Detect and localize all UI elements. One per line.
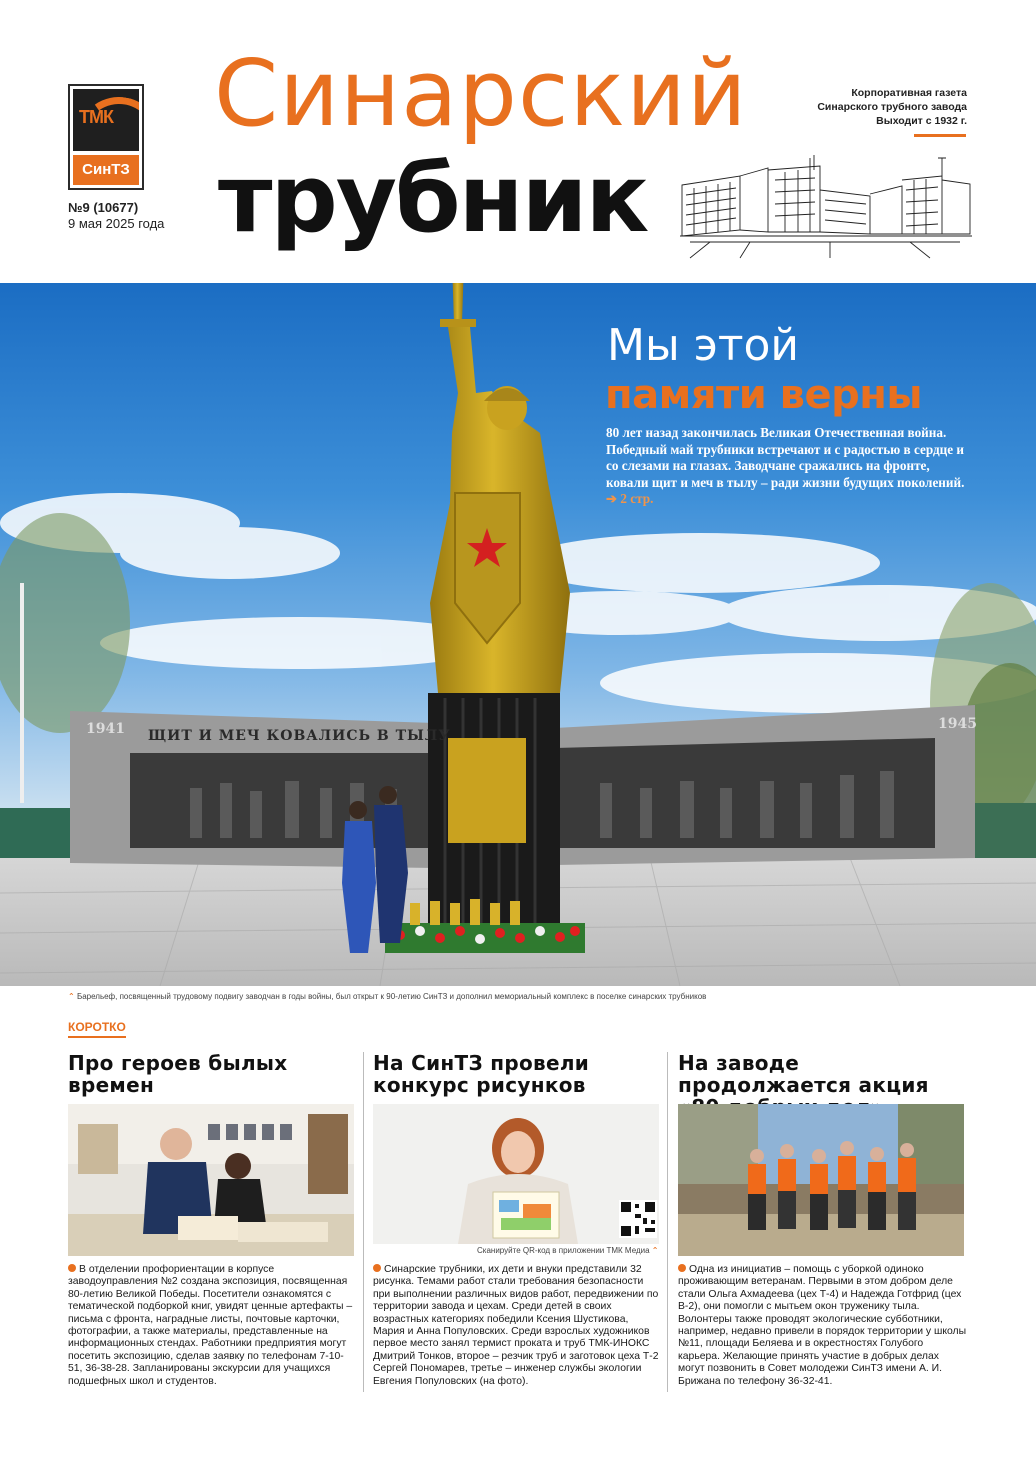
newspaper-title-line2: трубник	[218, 145, 648, 254]
article-photo-volunteers	[678, 1104, 964, 1256]
bullet-icon	[68, 1264, 76, 1272]
corporate-line: Синарского трубного завода	[817, 101, 967, 113]
sintz-logo	[68, 84, 144, 190]
tmk-logo-text: ТМК	[79, 107, 113, 127]
wall-inscription: ЩИТ И МЕЧ КОВАЛИСЬ В ТЫЛУ	[148, 728, 451, 744]
bullet-icon	[373, 1264, 381, 1272]
article-title: На заводе продолжается акция	[678, 1051, 929, 1097]
issue-date: 9 мая 2025 года	[68, 216, 165, 231]
article-text: Синарские трубники, их дети и внуки представили 32 рисунка. Темами работ стали требования безопасности при выполнении различных видов работ, передвижении по территории завода и цехам. Среди детей в своих возрастных категориях победили Ксения Шустикова, Мария и Анна Популовских. Среди взрослых художников первое место занял термист проката и труб ТМК-ИНОКС Дмитрий Тонков, второе – резчик труб и заготовок цеха Т-2 Сергей Пономарев, третье – инженер службы экологии Евгения Популовских (на фото).	[373, 1264, 659, 1387]
hero-headline-line1: Мы этой	[607, 320, 799, 371]
article-title: На СинТЗ провели конкурс рисунков	[373, 1051, 590, 1097]
tmk-emblem	[73, 89, 139, 151]
sintz-logo-text: СинТЗ	[73, 155, 139, 185]
newspaper-title-line1: Синарский	[214, 40, 748, 147]
issue-number: №9 (10677)	[68, 200, 139, 215]
article-photo-exhibition	[68, 1104, 354, 1256]
article-good-deeds	[678, 1051, 970, 1387]
article-text: В отделении профориентации в корпусе заводоуправления №2 создана экспозиция, посвященная 80-летию Великой Победы. Посетители ознакомятся с тематической подборкой книг, увидят ценные артефакты – письма с фронта, наградные листы, почтовые карточки, фотографии, а также материалы, представленные на информационных стендах. Работники предприятия могут посетить экспозицию, сделав заявку по телефонам 7-10-51, 36-38-28. Запланированы экскурсии для учащихся подшефных школ и студентов.	[68, 1264, 353, 1387]
bullet-icon	[678, 1264, 686, 1272]
factory-sketch-illustration	[680, 150, 972, 260]
article-text: Одна из инициатив – помощь с уборкой одиноко проживающим ветеранам. Первыми в этом добром деле стали Ольга Ахмадеева (цех Т-4) и Надежда Готфрид (цех В-2), они помогли с мытьем окон труженику тыла. Волонтеры также проводят экологические субботники, например, недавно привели в порядок территории у школы №11, площади Беляева и в окрестностях Голубого карьера. Желающие принять участие в добрых делах могут позвонить в Совет молодежи СинТЗ имени А. И. Брижана по телефону 36-32-41.	[678, 1264, 967, 1387]
caption-arrow-icon: ⌃	[68, 992, 75, 1001]
article-body	[373, 1264, 663, 1388]
qr-caption-text: Сканируйте QR-код в приложении ТМК Медиа	[477, 1246, 650, 1255]
section-rubric: КОРОТКО	[68, 1020, 126, 1038]
column-divider	[363, 1052, 364, 1392]
page-reference-text: 2 стр.	[620, 491, 654, 506]
caption-arrow-icon: ⌃	[651, 1246, 659, 1255]
article-drawings	[373, 1051, 665, 1387]
hero-lead-text: 80 лет назад закончилась Великая Отечественная война. Победный май трубники встречают и с радостью в сердце и со слезами на глазах. Заводчане сражались на фронте, ковали щит и меч в тылу – ради жизни будущих поколений.	[606, 425, 965, 490]
qr-caption	[477, 1246, 658, 1255]
wall-year-left: 1941	[86, 721, 125, 737]
photo-caption	[68, 992, 968, 1001]
article-heroes	[68, 1051, 360, 1387]
article-body	[68, 1264, 358, 1388]
article-body	[678, 1264, 968, 1388]
page-reference-link[interactable]: ➔ 2 стр.	[606, 491, 654, 506]
hero-lead	[606, 425, 966, 508]
column-divider	[667, 1052, 668, 1392]
corporate-info	[805, 86, 967, 128]
hero-headline-line2: памяти верны	[605, 372, 923, 418]
article-photo-drawing-contest	[373, 1104, 659, 1244]
article-title: Про героев былых времен	[68, 1051, 288, 1097]
corporate-line: Корпоративная газета	[851, 87, 967, 99]
photo-caption-text: Барельеф, посвященный трудовому подвигу заводчан в годы войны, был открыт к 90-летию СинТЗ и дополнил мемориальный комплекс в поселке синарских трубников	[76, 992, 707, 1001]
corporate-line: Выходит с 1932 г.	[876, 115, 967, 127]
wall-year-right: 1945	[938, 716, 977, 732]
accent-rule	[914, 134, 966, 137]
